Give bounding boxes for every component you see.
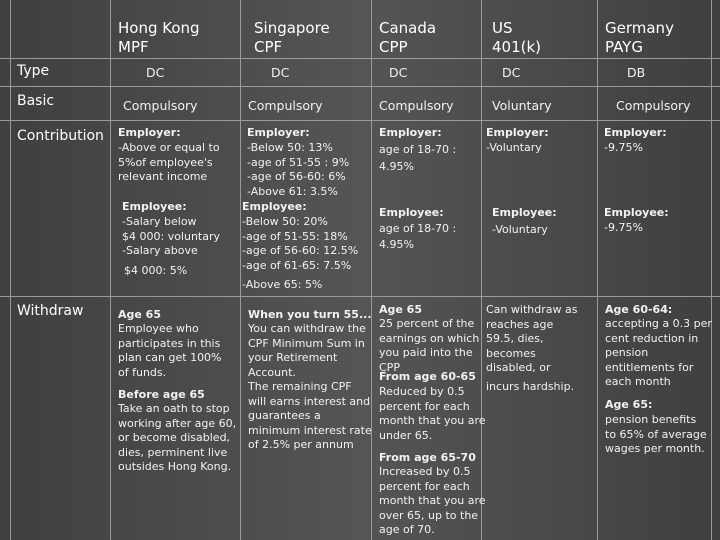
type-singapore: DC [271, 65, 290, 80]
type-canada: DC [389, 65, 408, 80]
ca-withdraw-text-2: Reduced by 0.5 percent for each month that you are under 65. [379, 385, 486, 442]
sg-withdraw-title-1: When you turn 55... [248, 308, 372, 321]
basic-singapore: Compulsory [248, 98, 323, 113]
hk-withdraw-title-1: Age 65 [118, 308, 161, 321]
hk-withdraw-text-1: Employee who participates in this plan can get 100% of funds. [118, 322, 222, 379]
hk-employer-text: -Above or equal to 5%of employee's relevant income [118, 141, 220, 183]
de-withdraw-title-2: Age 65: [605, 398, 653, 411]
header-singapore: Singapore CPF [254, 19, 330, 56]
grid-line [711, 0, 712, 540]
basic-hong-kong: Compulsory [123, 98, 198, 113]
de-withdraw-text-2: pension benefits to 65% of average wages per month. [605, 413, 707, 455]
us-withdraw-text-1: Can withdraw as reaches age 59.5, dies, becomes disabled, or [486, 303, 578, 374]
header-germany: Germany PAYG [605, 19, 674, 56]
grid-line [0, 86, 720, 87]
de-employer-title: Employer: [604, 126, 667, 139]
row-label-type: Type [17, 63, 50, 79]
us-employee-title: Employee: [492, 206, 557, 219]
ca-employer-text: age of 18-70 : 4.95% [379, 143, 457, 173]
sg-employer-text: -Below 50: 13% -age of 51-55 : 9% -age of 56-60: 6% -Above 61: 3.5% [247, 141, 350, 198]
ca-employee-text: age of 18-70 : 4.95% [379, 222, 457, 251]
hk-employee-text: -Salary below $4 000: voluntary -Salary above [122, 215, 221, 257]
header-canada: Canada CPP [379, 19, 437, 56]
type-hong-kong: DC [146, 65, 165, 80]
grid-line [240, 0, 241, 540]
grid-line [0, 120, 720, 121]
row-label-withdraw: Withdraw [17, 303, 84, 319]
grid-line [371, 0, 372, 540]
header-hong-kong: Hong Kong MPF [118, 19, 200, 56]
grid-line [110, 0, 111, 540]
sg-employee-tail: -Above 65: 5% [242, 278, 323, 291]
row-label-basic: Basic [17, 93, 55, 109]
ca-withdraw-title-3: From age 65-70 [379, 451, 476, 464]
sg-employee-title: Employee: [242, 200, 307, 213]
de-withdraw-title-1: Age 60-64: [605, 303, 673, 316]
de-employer-text: -9.75% [604, 141, 643, 154]
ca-withdraw-text-1: 25 percent of the earnings on which you paid into the CPP [379, 317, 480, 374]
basic-us: Voluntary [492, 98, 552, 113]
hk-withdraw-text-2: Take an oath to stop working after age 60, or become disabled, dies, perminent live outsides Hong Kong. [118, 402, 237, 473]
hk-employee-tail: $4 000: 5% [124, 264, 188, 277]
de-employee-text: -9.75% [604, 221, 643, 234]
basic-germany: Compulsory [616, 98, 691, 113]
hk-employer-title: Employer: [118, 126, 181, 139]
de-withdraw-text-1: accepting a 0.3 per cent reduction in pension entitlements for each month [605, 317, 712, 388]
grid-line [597, 0, 598, 540]
hk-withdraw-title-2: Before age 65 [118, 388, 205, 401]
ca-employee-title: Employee: [379, 206, 444, 219]
ca-withdraw-title-2: From age 60-65 [379, 370, 476, 383]
us-withdraw-text-2: incurs hardship. [486, 380, 575, 393]
row-label-contribution: Contribution [17, 128, 104, 144]
sg-employer-title: Employer: [247, 126, 310, 139]
grid-line [0, 296, 720, 297]
grid-line [0, 58, 720, 59]
header-us: US 401(k) [492, 19, 542, 56]
ca-employer-title: Employer: [379, 126, 442, 139]
grid-line [481, 0, 482, 540]
us-employee-text: -Voluntary [492, 223, 548, 236]
ca-withdraw-text-3: Increased by 0.5 percent for each month that you are over 65, up to the age of 70. [379, 465, 486, 536]
ca-withdraw-title-1: Age 65 [379, 303, 422, 316]
sg-employee-text: -Below 50: 20% -age of 51-55: 18% -age of 56-60: 12.5% -age of 61-65: 7.5% [242, 215, 359, 272]
de-employee-title: Employee: [604, 206, 669, 219]
sg-withdraw-text-1: You can withdraw the CPF Minimum Sum in your Retirement Account. The remaining CPF will earns interest and guarantees a minimum interest rate of 2.5% per annum [248, 322, 372, 451]
us-employer-title: Employer: [486, 126, 549, 139]
grid-line [10, 0, 11, 540]
type-us: DC [502, 65, 521, 80]
basic-canada: Compulsory [379, 98, 454, 113]
type-germany: DB [627, 65, 646, 80]
hk-employee-title: Employee: [122, 200, 187, 213]
us-employer-text: -Voluntary [486, 141, 542, 154]
